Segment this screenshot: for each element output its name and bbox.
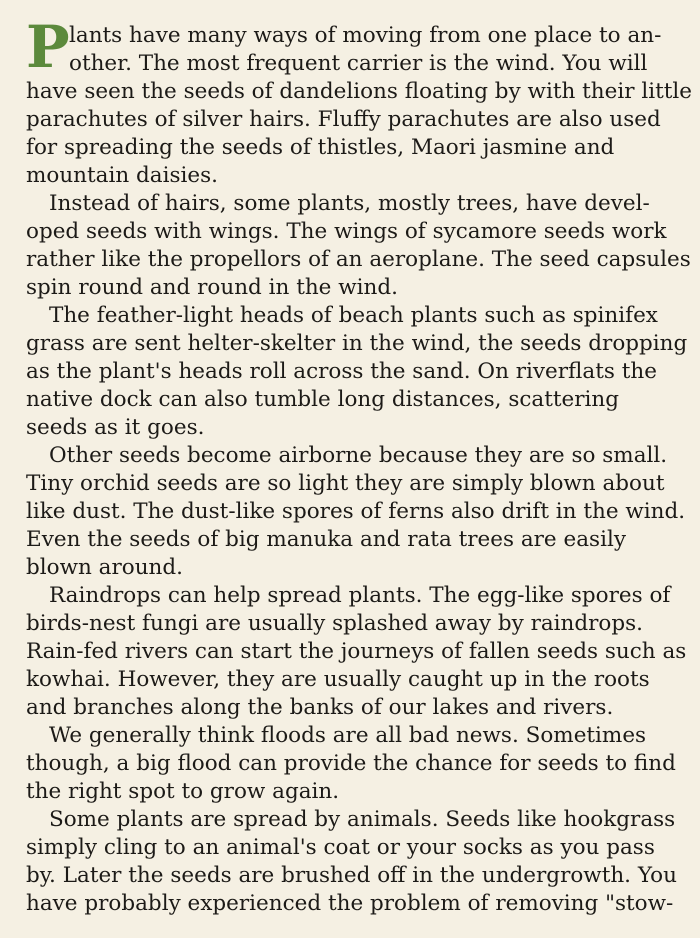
text-line: parachutes of silver hairs. Fluffy parachutes are also used	[26, 107, 661, 132]
text-line: blown around.	[26, 555, 183, 580]
text-line: other. The most frequent carrier is the wind. You will	[69, 51, 648, 76]
paragraph-3	[26, 302, 690, 442]
text-line: native dock can also tumble long distances, scattering	[26, 387, 619, 412]
text-line: grass are sent helter-skelter in the wind, the seeds dropping	[26, 331, 688, 356]
text-line: oped seeds with wings. The wings of sycamore seeds work	[26, 219, 667, 244]
text-line: kowhai. However, they are usually caught up in the roots	[26, 667, 650, 692]
text-line-content: lants have many ways of moving from one place to an-	[69, 23, 662, 48]
text-line: mountain daisies.	[26, 163, 218, 188]
text-line: Tiny orchid seeds are so light they are simply blown about	[26, 471, 665, 496]
text-line: have seen the seeds of dandelions floating by with their little	[26, 79, 692, 104]
text-line: for spreading the seeds of thistles, Maori jasmine and	[26, 135, 615, 160]
text-line: Other seeds become airborne because they are so small.	[49, 443, 668, 468]
paragraph-4	[26, 442, 690, 582]
paragraph-7	[26, 806, 690, 918]
text-line: spin round and round in the wind.	[26, 275, 398, 300]
text-line: as the plant's heads roll across the sand. On riverflats the	[26, 359, 657, 384]
text-line: like dust. The dust-like spores of ferns also drift in the wind.	[26, 499, 686, 524]
text-line: seeds as it goes.	[26, 415, 205, 440]
text-line: We generally think floods are all bad news. Sometimes	[49, 723, 647, 748]
text-line: Even the seeds of big manuka and rata trees are easily	[26, 527, 626, 552]
text-line: the right spot to grow again.	[26, 779, 340, 804]
text-line: rather like the propellors of an aeroplane. The seed capsules	[26, 247, 691, 272]
text-line: though, a big flood can provide the chance for seeds to find	[26, 751, 676, 776]
text-line: Rain-fed rivers can start the journeys of fallen seeds such as	[26, 639, 687, 664]
text-line: and branches along the banks of our lakes and rivers.	[26, 695, 614, 720]
drop-cap: P	[26, 13, 70, 81]
text-line: Some plants are spread by animals. Seeds like hookgrass	[49, 807, 676, 832]
paragraph-2	[26, 190, 690, 302]
text-page	[26, 13, 692, 918]
text-line: have probably experienced the problem of removing "stow-	[26, 891, 674, 916]
paragraph-5	[26, 582, 690, 722]
paragraph-6	[26, 722, 690, 806]
text-line: by. Later the seeds are brushed off in the undergrowth. You	[26, 863, 677, 888]
text-line: Raindrops can help spread plants. The egg-like spores of	[49, 583, 671, 608]
paragraph-1	[26, 13, 692, 190]
text-line: Instead of hairs, some plants, mostly trees, have devel-	[49, 191, 650, 216]
text-line: birds-nest fungi are usually splashed away by raindrops.	[26, 611, 644, 636]
text-line: simply cling to an animal's coat or your socks as you pass	[26, 835, 655, 860]
text-line: The feather-light heads of beach plants such as spinifex	[49, 303, 658, 328]
